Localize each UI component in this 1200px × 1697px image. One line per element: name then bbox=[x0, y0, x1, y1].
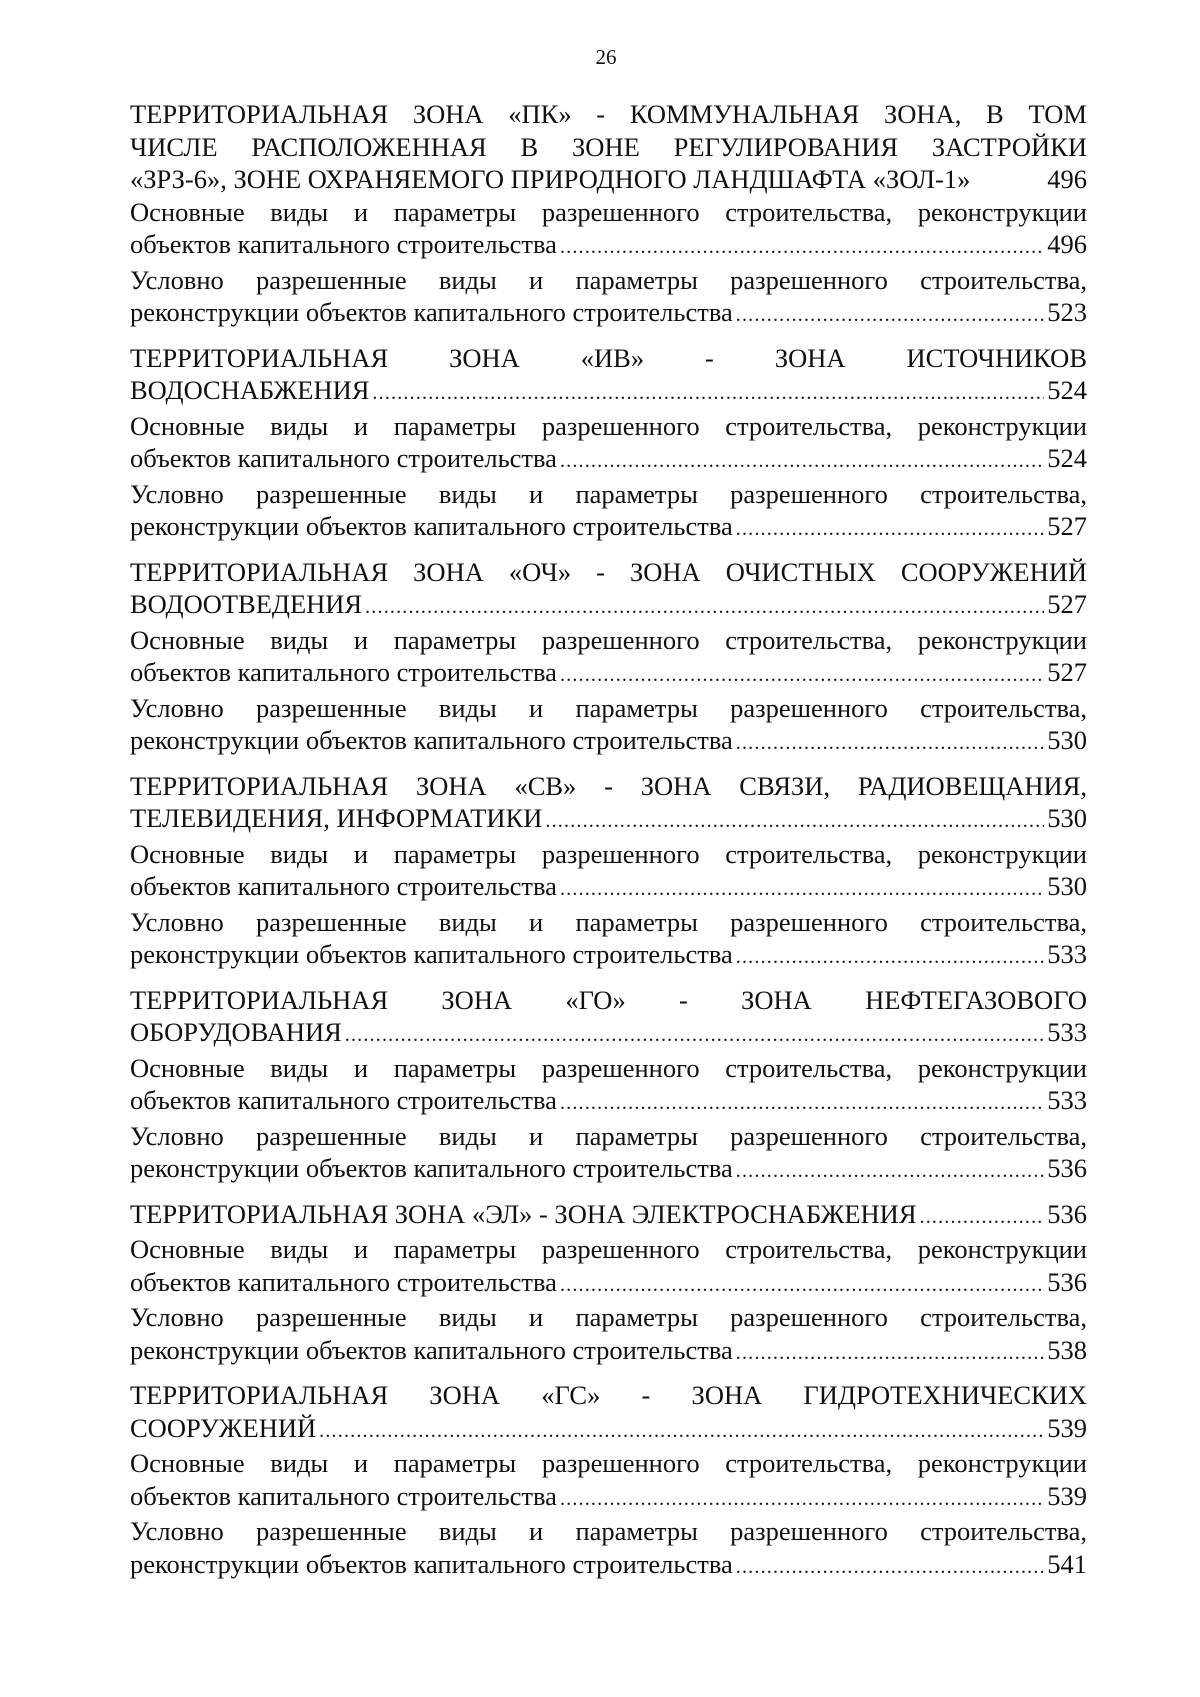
toc-page-number: 530 bbox=[1047, 803, 1087, 833]
toc-subentry-text: реконструкции объектов капитального строительства bbox=[130, 297, 733, 327]
toc-heading-line: ТЕРРИТОРИАЛЬНАЯ ЗОНА «СВ» - ЗОНА СВЯЗИ, РАДИОВЕЩАНИЯ, bbox=[130, 770, 1087, 801]
toc-heading-line: ТЕРРИТОРИАЛЬНАЯ ЗОНА «ГО» - ЗОНА НЕФТЕГАЗОВОГО bbox=[130, 984, 1087, 1015]
toc-heading-line: ТЕРРИТОРИАЛЬНАЯ ЗОНА «ОЧ» - ЗОНА ОЧИСТНЫХ СООРУЖЕНИЙ bbox=[130, 556, 1087, 587]
toc-subentry-line: Условно разрешенные виды и параметры разрешенного строительства, bbox=[130, 906, 1087, 937]
toc-heading-text: ТЕЛЕВИДЕНИЯ, ИНФОРМАТИКИ bbox=[130, 803, 543, 833]
toc-page-number: 496 bbox=[1047, 229, 1087, 259]
toc-subentry-line: Условно разрешенные виды и параметры разрешенного строительства, bbox=[130, 264, 1087, 295]
dot-leader bbox=[319, 1415, 1044, 1448]
toc-heading-text: ВОДОСНАБЖЕНИЯ bbox=[130, 375, 370, 405]
toc-heading-text: ТЕРРИТОРИАЛЬНАЯ ЗОНА «ЭЛ» - ЗОНА ЭЛЕКТРОСНАБЖЕНИЯ bbox=[130, 1198, 917, 1229]
toc-subentry-conditional[interactable] bbox=[130, 1548, 1087, 1584]
toc-heading-text: СООРУЖЕНИЙ bbox=[130, 1412, 317, 1443]
toc-subentry-line: Условно разрешенные виды и параметры разрешенного строительства, bbox=[130, 1120, 1087, 1151]
toc-heading-line: ТЕРРИТОРИАЛЬНАЯ ЗОНА «ПК» - КОММУНАЛЬНАЯ ЗОНА, В ТОМ bbox=[130, 99, 1087, 129]
toc-page-number: 539 bbox=[1047, 1480, 1087, 1511]
dot-leader bbox=[560, 1269, 1044, 1302]
toc-subentry-text: объектов капитального строительства bbox=[130, 657, 557, 687]
dot-leader bbox=[560, 1087, 1044, 1120]
toc-page-number: 536 bbox=[1047, 1266, 1087, 1297]
toc-subentry-line: Основные виды и параметры разрешенного строительства, реконструкции bbox=[130, 1052, 1087, 1083]
toc-subentry-conditional[interactable] bbox=[130, 510, 1087, 546]
toc-heading-last-line[interactable] bbox=[130, 374, 1087, 410]
dot-leader bbox=[560, 445, 1044, 478]
toc-subentry-conditional[interactable] bbox=[130, 1152, 1087, 1188]
toc-page-number: 524 bbox=[1047, 443, 1087, 473]
dot-leader bbox=[736, 941, 1044, 974]
toc-subentry-text: реконструкции объектов капитального строительства bbox=[130, 1334, 733, 1365]
toc-heading-last-line[interactable] bbox=[130, 588, 1087, 624]
toc-page-number: 533 bbox=[1047, 939, 1087, 969]
dot-leader bbox=[560, 231, 1044, 264]
dot-leader bbox=[365, 591, 1044, 624]
toc-heading-line: ЧИСЛЕ РАСПОЛОЖЕННАЯ В ЗОНЕ РЕГУЛИРОВАНИЯ ЗАСТРОЙКИ bbox=[130, 131, 1087, 162]
toc-heading-line: ТЕРРИТОРИАЛЬНАЯ ЗОНА «ГС» - ЗОНА ГИДРОТЕХНИЧЕСКИХ bbox=[130, 1380, 1087, 1410]
toc-entry-pk bbox=[130, 98, 1087, 332]
dot-leader bbox=[345, 1019, 1044, 1052]
toc-subentry-text: объектов капитального строительства bbox=[130, 1266, 557, 1297]
dot-leader bbox=[545, 805, 1044, 838]
toc-subentry-text: реконструкции объектов капитального строительства bbox=[130, 939, 733, 969]
toc-subentry-line: Основные виды и параметры разрешенного строительства, реконструкции bbox=[130, 838, 1087, 869]
toc-page-number: 533 bbox=[1047, 1085, 1087, 1115]
toc-subentry-line: Условно разрешенные виды и параметры разрешенного строительства, bbox=[130, 478, 1087, 509]
toc-subentry-main[interactable] bbox=[130, 870, 1087, 906]
toc-subentry-text: объектов капитального строительства bbox=[130, 1085, 557, 1115]
toc-subentry-conditional[interactable] bbox=[130, 724, 1087, 760]
dot-leader bbox=[736, 1551, 1044, 1584]
toc-subentry-line: Основные виды и параметры разрешенного строительства, реконструкции bbox=[130, 624, 1087, 655]
toc-subentry-line: Основные виды и параметры разрешенного строительства, реконструкции bbox=[130, 196, 1087, 227]
dot-leader bbox=[560, 1483, 1044, 1516]
dot-leader bbox=[372, 377, 1044, 410]
toc-subentry-line: Основные виды и параметры разрешенного строительства, реконструкции bbox=[130, 1448, 1087, 1478]
dot-leader bbox=[560, 873, 1044, 906]
toc-subentry-conditional[interactable] bbox=[130, 296, 1087, 332]
toc-entry-sv bbox=[130, 770, 1087, 974]
toc-entry-go bbox=[130, 984, 1087, 1188]
toc-page-number: 530 bbox=[1047, 725, 1087, 755]
toc-heading-line: ТЕРРИТОРИАЛЬНАЯ ЗОНА «ИВ» - ЗОНА ИСТОЧНИКОВ bbox=[130, 342, 1087, 373]
toc-page-number: 524 bbox=[1047, 375, 1087, 405]
toc-subentry-text: реконструкции объектов капитального строительства bbox=[130, 511, 733, 541]
dot-leader bbox=[736, 727, 1044, 760]
toc-entry-gs bbox=[130, 1379, 1087, 1583]
toc-page-number: 539 bbox=[1047, 1412, 1087, 1443]
dot-leader bbox=[736, 299, 1044, 332]
toc-page-number: 496 bbox=[1047, 164, 1087, 194]
toc-subentry-line: Условно разрешенные виды и параметры разрешенного строительства, bbox=[130, 692, 1087, 723]
toc-page-number: 533 bbox=[1047, 1017, 1087, 1047]
toc-page-number: 527 bbox=[1047, 657, 1087, 687]
table-of-contents bbox=[130, 98, 1087, 1593]
dot-leader bbox=[560, 659, 1044, 692]
toc-subentry-text: реконструкции объектов капитального строительства bbox=[130, 725, 733, 755]
toc-heading-text: «ЗРЗ-6», ЗОНЕ ОХРАНЯЕМОГО ПРИРОДНОГО ЛАНДШАФТА «ЗОЛ-1» bbox=[130, 164, 971, 194]
toc-subentry-main[interactable] bbox=[130, 1480, 1087, 1516]
toc-subentry-line: Основные виды и параметры разрешенного строительства, реконструкции bbox=[130, 410, 1087, 441]
dot-leader bbox=[736, 513, 1044, 546]
toc-entry-el bbox=[130, 1198, 1087, 1370]
toc-page-number: 541 bbox=[1047, 1548, 1087, 1579]
toc-page-number: 536 bbox=[1047, 1153, 1087, 1183]
toc-subentry-main[interactable] bbox=[130, 1266, 1087, 1302]
dot-leader bbox=[920, 1201, 1045, 1234]
toc-page-number: 523 bbox=[1047, 297, 1087, 327]
toc-subentry-text: объектов капитального строительства bbox=[130, 871, 557, 901]
toc-subentry-text: объектов капитального строительства bbox=[130, 229, 557, 259]
toc-heading-last-line[interactable] bbox=[130, 163, 1087, 196]
toc-subentry-main[interactable] bbox=[130, 1084, 1087, 1120]
toc-page-number: 527 bbox=[1047, 589, 1087, 619]
toc-subentry-text: реконструкции объектов капитального строительства bbox=[130, 1548, 733, 1579]
toc-subentry-main[interactable] bbox=[130, 228, 1087, 264]
toc-subentry-line: Основные виды и параметры разрешенного строительства, реконструкции bbox=[130, 1234, 1087, 1264]
toc-entry-iv bbox=[130, 342, 1087, 546]
toc-heading-last-line[interactable] bbox=[130, 1198, 1087, 1234]
toc-subentry-main[interactable] bbox=[130, 656, 1087, 692]
dot-leader bbox=[736, 1337, 1044, 1370]
toc-subentry-line: Условно разрешенные виды и параметры разрешенного строительства, bbox=[130, 1516, 1087, 1546]
toc-page-number: 536 bbox=[1047, 1198, 1087, 1229]
page-number: 26 bbox=[595, 45, 617, 69]
toc-heading-last-line[interactable] bbox=[130, 1016, 1087, 1052]
toc-page-number: 530 bbox=[1047, 871, 1087, 901]
toc-subentry-text: объектов капитального строительства bbox=[130, 443, 557, 473]
toc-subentry-text: объектов капитального строительства bbox=[130, 1480, 557, 1511]
toc-subentry-conditional[interactable] bbox=[130, 1334, 1087, 1370]
toc-subentry-line: Условно разрешенные виды и параметры разрешенного строительства, bbox=[130, 1302, 1087, 1332]
toc-entry-och bbox=[130, 556, 1087, 760]
toc-heading-last-line[interactable] bbox=[130, 1412, 1087, 1448]
toc-subentry-conditional[interactable] bbox=[130, 938, 1087, 974]
toc-page-number: 538 bbox=[1047, 1334, 1087, 1365]
toc-page-number: 527 bbox=[1047, 511, 1087, 541]
toc-heading-last-line[interactable] bbox=[130, 802, 1087, 838]
toc-heading-text: ВОДООТВЕДЕНИЯ bbox=[130, 589, 363, 619]
toc-subentry-main[interactable] bbox=[130, 442, 1087, 478]
dot-leader bbox=[736, 1155, 1044, 1188]
toc-heading-text: ОБОРУДОВАНИЯ bbox=[130, 1017, 342, 1047]
toc-subentry-text: реконструкции объектов капитального строительства bbox=[130, 1153, 733, 1183]
